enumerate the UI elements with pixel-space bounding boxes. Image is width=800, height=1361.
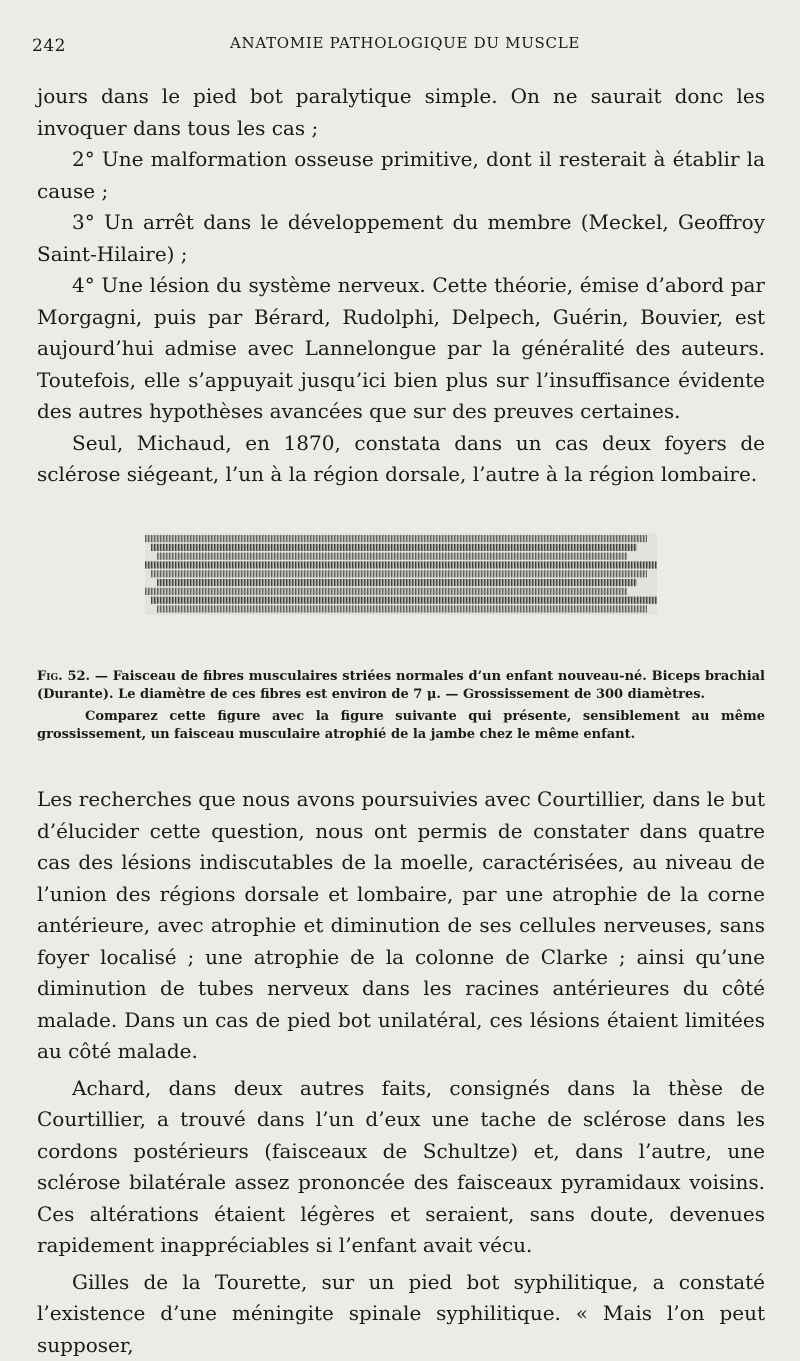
muscle-fiber (151, 544, 637, 551)
paragraph: 4° Une lésion du système nerveux. Cette théorie, émise d’abord par Morgagni, puis par Bérard, Rudolphi, Delpech, Guérin, Bouvier, est aujourd’hui admise avec Lannelongue par la généralité des auteurs. Toutefois, elle s’appuyait jusqu’ici bien plus sur l’insuffisance évidente des autres hypothèses avancées que sur des preuves certaines. (37, 270, 765, 428)
muscle-fiber (151, 597, 657, 604)
muscle-fiber (151, 570, 647, 577)
paragraph: Seul, Michaud, en 1870, constata dans un cas deux foyers de sclérose siégeant, l’un à la région dorsale, l’autre à la région lombaire. (37, 428, 765, 491)
paragraph: Gilles de la Tourette, sur un pied bot syphilitique, a constaté l’existence d’une méningite spinale syphilitique. « Mais l’on peut supposer, (37, 1267, 765, 1361)
muscle-fiber (145, 535, 647, 542)
caption-text: — Faisceau de fibres musculaires striées normales d’un enfant nouveau-né. Biceps brachial (Durante). Le diamètre de ces fibres est environ de 7 μ. — Grossissement de 300 diamètres. (37, 669, 765, 702)
text-block-top (37, 81, 765, 491)
muscle-fiber (157, 579, 637, 586)
paragraph: Les recherches que nous avons poursuivies avec Courtillier, dans le but d’élucider cette question, nous ont permis de constater dans quatre cas des lésions indiscutables de la moelle, caractérisées, au niveau de l’union des régions dorsale et lombaire, par une atrophie de la corne antérieure, avec atrophie et diminution de ses cellules nerveuses, sans foyer localisé ; une atrophie de la colonne de Clarke ; ainsi qu’une diminution de tubes nerveux dans les racines antérieures du côté malade. Dans un cas de pied bot unilatéral, ces lésions étaient limitées au côté malade. (37, 784, 765, 1068)
running-header (32, 32, 768, 56)
page-number: 242 (32, 36, 66, 56)
text-block-bottom (37, 784, 765, 1361)
figure-label: Fig. 52. (37, 669, 90, 684)
muscle-fiber (145, 588, 627, 595)
figure-caption (37, 668, 765, 744)
paragraph: 3° Un arrêt dans le développement du membre (Meckel, Geoffroy Saint-Hilaire) ; (37, 207, 765, 270)
paragraph: Achard, dans deux autres faits, consignés dans la thèse de Courtillier, a trouvé dans l’un d’eux une tache de sclérose dans les cordons postérieurs (faisceaux de Schultze) et, dans l’autre, une sclérose bilatérale assez prononcée des faisceaux pyramidaux voisins. Ces altérations étaient légères et seraient, sans doute, devenues rapidement inappréciables si l’enfant avait vécu. (37, 1073, 765, 1262)
running-title: ANATOMIE PATHOLOGIQUE DU MUSCLE (230, 34, 580, 52)
muscle-fiber-illustration (145, 533, 657, 615)
caption-note: Comparez cette figure avec la figure suivante qui présente, sensiblement au même grossissement, un faisceau musculaire atrophié de la jambe chez le même enfant. (37, 708, 765, 744)
muscle-fiber (157, 553, 627, 560)
paragraph: 2° Une malformation osseuse primitive, dont il resterait à établir la cause ; (37, 144, 765, 207)
muscle-fiber (145, 561, 657, 568)
muscle-fiber (157, 605, 647, 612)
paragraph: jours dans le pied bot paralytique simple. On ne saurait donc les invoquer dans tous les cas ; (37, 81, 765, 144)
